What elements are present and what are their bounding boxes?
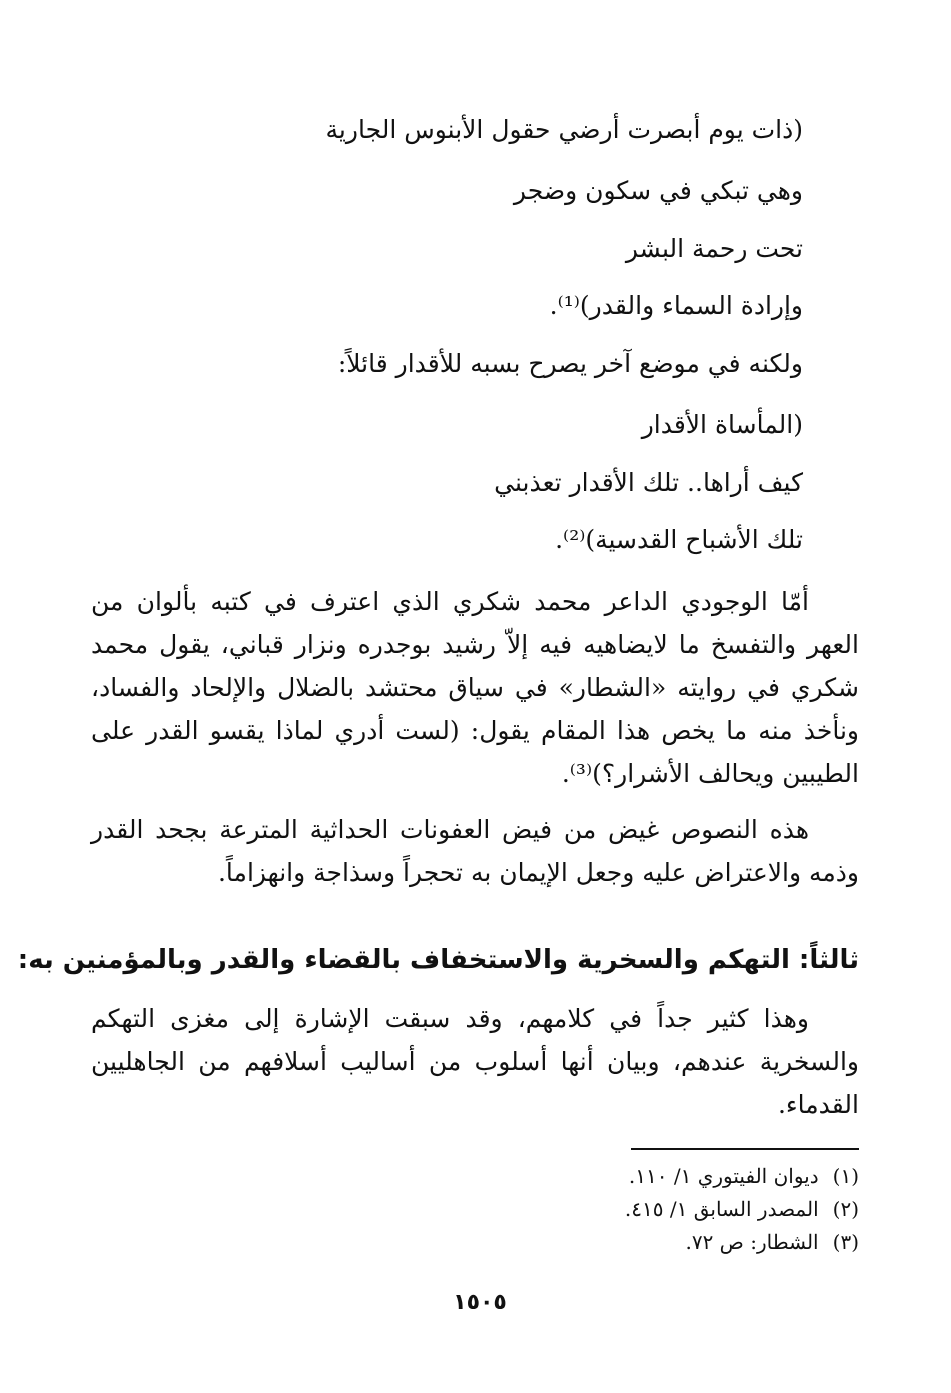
- verse-line: تلك الأشباح القدسية)⁽²⁾.: [555, 525, 803, 554]
- footnote-number: (٢): [832, 1197, 859, 1221]
- paragraph-body: هذه النصوص غيض من فيض العفونات الحداثية المترعة بجحد القدر وذمه والاعتراض عليه وجعل الإيمان به تحجراً وسذاجة وانهزاماً.: [91, 815, 859, 887]
- section-heading: ثالثاً: التهكم والسخرية والاستخفاف بالقضاء والقدر وبالمؤمنين به:: [17, 945, 859, 975]
- paragraph-body: وهذا كثير جداً في كلامهم، وقد سبقت الإشارة إلى مغزى التهكم والسخرية عندهم، وبيان أنها أسلوب من أساليب أسلافهم من الجاهليين القدماء.: [91, 1004, 859, 1119]
- footnote-text: المصدر السابق ١/ ٤١٥.: [624, 1197, 819, 1221]
- footnote-item: [359, 1226, 859, 1259]
- footnote-divider: [631, 1148, 859, 1150]
- verse-line: وإرادة السماء والقدر)⁽¹⁾.: [549, 291, 803, 320]
- footnotes: [359, 1160, 859, 1259]
- footnote-number: (٣): [832, 1230, 859, 1254]
- footnote-number: (١): [832, 1164, 859, 1188]
- verse-line: (ذات يوم أبصرت أرضي حقول الأبنوس الجارية: [325, 115, 803, 144]
- paragraph-body: أمّا الوجودي الداعر محمد شكري الذي اعترف في كتبه بألوان من العهر والتفسخ ما لايضاهيه فيه إلاّ رشيد بوجدره ونزار قباني، يقول محمد شكري في روايته «الشطار» في سياق محتشد بالضلال والإلحاد والفساد، ونأخذ منه ما يخص هذا المقام يقول: (لست أدري لماذا يقسو القدر على الطيبين ويحالف الأشرار؟)⁽³⁾.: [91, 587, 859, 788]
- footnote-item: [359, 1160, 859, 1193]
- intro-line: ولكنه في موضع آخر يصرح بسبه للأقدار قائلاً:: [337, 349, 803, 378]
- verse-line: وهي تبكي في سكون وضجر: [513, 176, 803, 205]
- verse-line: تحت رحمة البشر: [625, 234, 803, 263]
- verse-line: كيف أراها.. تلك الأقدار تعذبني: [494, 468, 803, 497]
- verse-line: (المأساة الأقدار: [641, 410, 803, 439]
- footnote-text: ديوان الفيتوري ١/ ١١٠.: [628, 1164, 819, 1188]
- footnote-text: الشطار: ص ٧٢.: [685, 1230, 819, 1254]
- footnote-item: [359, 1193, 859, 1226]
- page-number: ١٥٠٥: [453, 1290, 507, 1315]
